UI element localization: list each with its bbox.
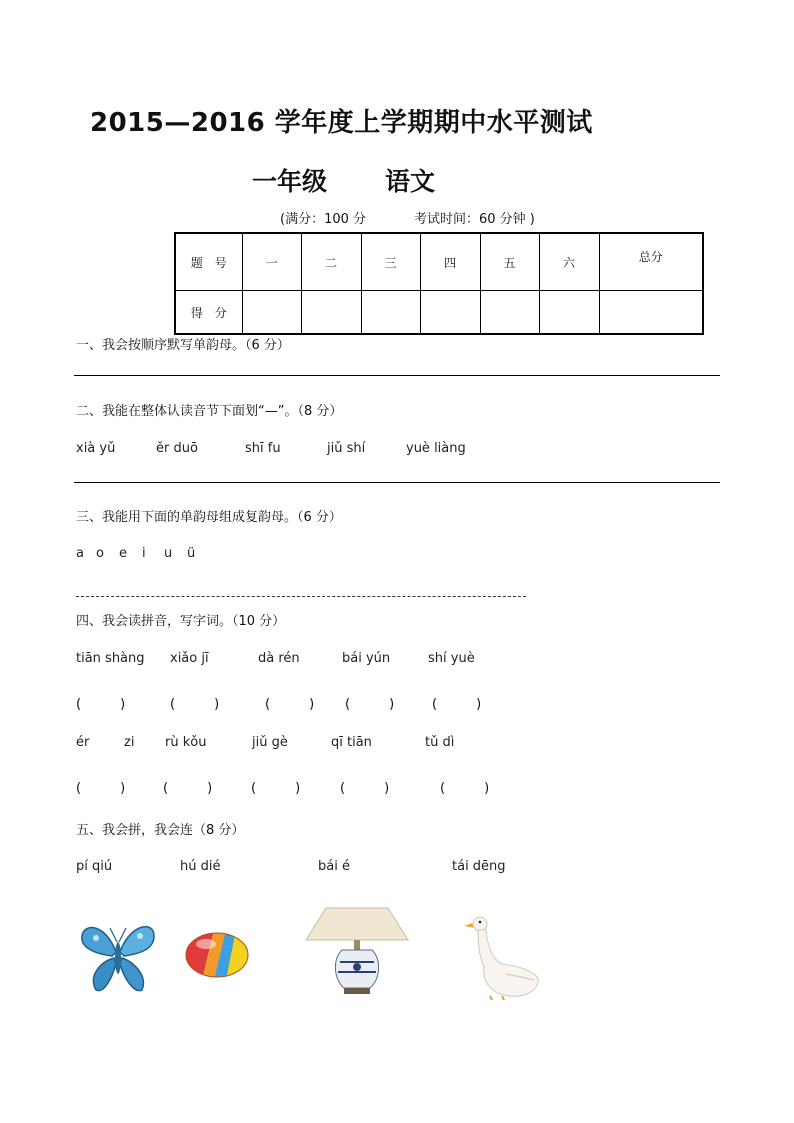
answer-dashed-line[interactable] [76, 596, 526, 597]
pinyin-word: qī tiān [331, 735, 372, 750]
pinyin-word: hú dié [180, 859, 221, 874]
pinyin-word: zi [124, 735, 135, 750]
pinyin-word: dà rén [258, 651, 300, 666]
pinyin-word: ér [76, 735, 90, 750]
score-cell[interactable] [420, 291, 480, 335]
section-5-title: 五、我会拼，我会连（8 分） [76, 823, 245, 838]
question-number-label: 题 号 [175, 233, 242, 291]
score-cell[interactable] [361, 291, 420, 335]
vowel-letter: u [164, 546, 173, 561]
syllable-item: jiǔ shí [327, 441, 366, 456]
pinyin-word: tǔ dì [425, 735, 455, 750]
syllable-item: ěr duō [156, 441, 198, 456]
pinyin-word: jiǔ gè [252, 735, 288, 750]
pinyin-word: tiān shàng [76, 651, 145, 666]
answer-blank[interactable]: ( ) [76, 697, 126, 712]
section-3-title: 三、我能用下面的单韵母组成复韵母。（6 分） [76, 510, 342, 525]
answer-blank[interactable]: ( ) [345, 697, 395, 712]
section-1-title: 一、我会按顺序默写单韵母。（6 分） [76, 338, 290, 353]
section-2-title: 二、我能在整体认读音节下面划“—”。（8 分） [76, 404, 343, 419]
answer-blank[interactable]: ( ) [163, 781, 213, 796]
vowel-letter: a [76, 546, 84, 561]
score-table-score-row [175, 291, 703, 335]
vowel-letter: o [96, 546, 104, 561]
answer-line[interactable] [74, 375, 720, 376]
column-2: 二 [301, 233, 361, 291]
vowel-letter: ü [187, 546, 196, 561]
score-table-header-row [175, 233, 703, 291]
grade-label: 一年级 [252, 167, 328, 196]
pinyin-word: pí qiú [76, 859, 113, 874]
answer-blank[interactable]: ( ) [251, 781, 301, 796]
pinyin-word: shí yuè [428, 651, 475, 666]
lamp-image[interactable] [304, 906, 410, 998]
vowel-letter: i [142, 546, 146, 561]
total-score-cell[interactable] [599, 291, 703, 335]
pinyin-word: rù kǒu [165, 735, 207, 750]
answer-blank[interactable]: ( ) [76, 781, 126, 796]
score-cell[interactable] [242, 291, 301, 335]
exam-title: 2015—2016 学年度上学期期中水平测试 [90, 108, 593, 138]
answer-line [74, 482, 720, 483]
syllable-item: xià yǔ [76, 441, 116, 456]
pinyin-word: xiǎo jī [170, 651, 209, 666]
subject-label: 语文 [385, 167, 436, 196]
exam-time-label: 考试时间：60 分钟 ) [414, 212, 535, 227]
column-3: 三 [361, 233, 420, 291]
score-label: 得 分 [175, 291, 242, 335]
score-cell[interactable] [480, 291, 539, 335]
pinyin-word: bái yún [342, 651, 391, 666]
full-score-label: (满分：100 分 [280, 212, 367, 227]
answer-blank[interactable]: ( ) [265, 697, 315, 712]
answer-blank[interactable]: ( ) [432, 697, 482, 712]
answer-blank[interactable]: ( ) [170, 697, 220, 712]
column-6: 六 [539, 233, 599, 291]
pinyin-word: tái dēng [452, 859, 506, 874]
syllable-item: shī fu [245, 441, 281, 456]
column-5: 五 [480, 233, 539, 291]
score-table [174, 232, 704, 335]
syllable-item: yuè liàng [406, 441, 466, 456]
score-cell[interactable] [301, 291, 361, 335]
vowel-letter: e [119, 546, 127, 561]
column-1: 一 [242, 233, 301, 291]
ball-image[interactable] [184, 930, 250, 980]
answer-blank[interactable]: ( ) [340, 781, 390, 796]
goose-image[interactable] [462, 914, 542, 1000]
section-4-title: 四、我会读拼音，写字词。（10 分） [76, 614, 286, 629]
pinyin-word: bái é [318, 859, 350, 874]
answer-blank[interactable]: ( ) [440, 781, 490, 796]
total-label: 总分 [599, 233, 703, 291]
score-cell[interactable] [539, 291, 599, 335]
butterfly-image[interactable] [76, 914, 160, 998]
column-4: 四 [420, 233, 480, 291]
